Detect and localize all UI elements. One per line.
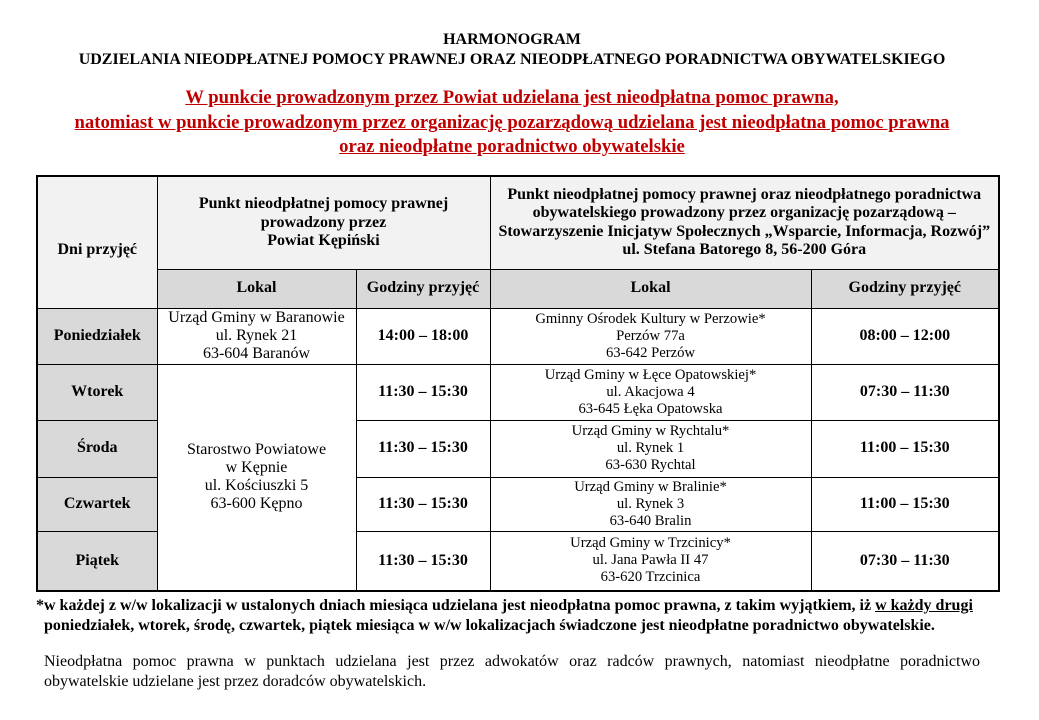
ngo-location-line: Perzów 77a (616, 327, 685, 344)
powiat-hours-tuesday: 11:30 – 15:30 (356, 364, 490, 420)
ngo-location-line: Gminny Ośrodek Kultury w Perzowie* (535, 310, 766, 327)
ngo-location-line: ul. Rynek 3 (616, 495, 685, 512)
ngo-location-line: ul. Akacjowa 4 (606, 383, 695, 400)
powiat-location-line: 63-600 Kępno (210, 495, 303, 513)
powiat-header-line: Powiat Kępiński (267, 231, 380, 249)
powiat-header-line: prowadzony przez (260, 213, 387, 231)
notice-line: natomiast w punkcie prowadzonym przez organizację pozarządową udzielana jest nieodpłatna pomoc prawna (74, 111, 950, 133)
ngo-location-monday (490, 308, 811, 364)
ngo-location-line: ul. Rynek 1 (616, 440, 685, 456)
notice (36, 86, 988, 160)
day-cell-thursday: Czwartek (37, 477, 157, 531)
ngo-location-line: ul. Jana Pawła II 47 (592, 552, 709, 569)
document-title (36, 30, 988, 70)
ngo-header-line: ul. Stefana Batorego 8, 56-200 Góra (622, 241, 867, 259)
ngo-hours-wednesday: 11:00 – 15:30 (811, 420, 999, 477)
powiat-location-line: w Kępnie (225, 459, 288, 477)
ngo-hours-friday: 07:30 – 11:30 (811, 531, 999, 591)
ngo-hours-monday: 08:00 – 12:00 (811, 308, 999, 364)
powiat-point-header (157, 176, 490, 269)
ngo-point-header (490, 176, 999, 269)
ngo-location-line: 63-640 Bralin (609, 512, 692, 529)
powiat-location-line: ul. Kościuszki 5 (204, 477, 309, 495)
asterisk-footnote-continuation: poniedziałek, wtorek, środę, czwartek, piątek miesiąca w w/w lokalizacjach świadczone jest nieodpłatne poradnictwo obywatelskie. (44, 617, 935, 634)
asterisk-footnote-text: *w każdej z w/w lokalizacji w ustalonych dniach miesiąca udzielana jest nieodpłatna pomoc prawna, z takim wyjątkiem, iż (36, 597, 876, 614)
day-cell-tuesday: Wtorek (37, 364, 157, 420)
header-row-groups (37, 176, 999, 269)
ngo-location-header: Lokal (490, 269, 811, 308)
day-cell-friday: Piątek (37, 531, 157, 591)
powiat-location-line: 63-604 Baranów (202, 345, 311, 362)
day-cell-monday: Poniedziałek (37, 308, 157, 364)
table-row-monday (37, 308, 999, 364)
powiat-location-line: Starostwo Powiatowe (186, 441, 327, 459)
day-cell-wednesday: Środa (37, 420, 157, 477)
powiat-location-header: Lokal (157, 269, 356, 308)
ngo-location-line: 63-630 Rychtal (605, 457, 696, 473)
title-line-subtitle: UDZIELANIA NIEODPŁATNEJ POMOCY PRAWNEJ ORAZ NIEODPŁATNEGO PORADNICTWA OBYWATELSKIEGO (78, 51, 946, 68)
ngo-location-line: Urząd Gminy w Bralinie* (574, 478, 727, 495)
powiat-hours-friday: 11:30 – 15:30 (356, 531, 490, 591)
notice-line: oraz nieodpłatne poradnictwo obywatelskie (339, 136, 685, 157)
powiat-hours-thursday: 11:30 – 15:30 (356, 477, 490, 531)
ngo-location-line: 63-620 Trzcinica (600, 569, 701, 586)
ngo-header-line: Punkt nieodpłatnej pomocy prawnej oraz nieodpłatnego poradnictwa (507, 185, 982, 203)
ngo-hours-tuesday: 07:30 – 11:30 (811, 364, 999, 420)
table-row-tuesday (37, 364, 999, 420)
powiat-hours-monday: 14:00 – 18:00 (356, 308, 490, 364)
powiat-location-line: Urząd Gminy w Baranowie (168, 309, 345, 326)
ngo-location-line: Urząd Gminy w Trzcinicy* (570, 535, 731, 552)
ngo-hours-header: Godziny przyjęć (811, 269, 999, 308)
title-line-main: HARMONOGRAM (443, 31, 581, 48)
powiat-header-line: Punkt nieodpłatnej pomocy prawnej (198, 195, 449, 213)
asterisk-footnote (36, 596, 1026, 636)
powiat-location-line: ul. Rynek 21 (215, 327, 298, 344)
ngo-location-line: 63-642 Perzów (605, 344, 696, 361)
underlined-phrase: w każdy drugi (875, 597, 973, 614)
ngo-location-wednesday (490, 420, 811, 477)
legal-note-line: Nieodpłatna pomoc prawna w punktach udzielana jest przez adwokatów oraz radców prawnych, natomiast nieodpłatne poradnictwo (44, 653, 980, 670)
header-row-columns (37, 269, 999, 308)
asterisk-footnote-line (36, 596, 1026, 616)
ngo-location-line: 63-645 Łęka Opatowska (578, 400, 723, 417)
legal-note (44, 652, 980, 691)
notice-line: W punkcie prowadzonym przez Powiat udzielana jest nieodpłatna pomoc prawna, (185, 87, 839, 108)
powiat-location-tuesday-to-friday (157, 364, 356, 591)
ngo-location-thursday (490, 477, 811, 531)
ngo-location-friday (490, 531, 811, 591)
ngo-header-line: obywatelskiego prowadzony przez organizację pozarządową – (532, 204, 956, 222)
powiat-hours-header: Godziny przyjęć (356, 269, 490, 308)
ngo-location-line: Urząd Gminy w Łęce Opatowskiej* (544, 366, 757, 383)
schedule-table (36, 175, 1000, 592)
legal-note-line: obywatelskie udzielane jest przez doradców obywatelskich. (44, 672, 427, 690)
ngo-location-line: Urząd Gminy w Rychtalu* (571, 423, 730, 439)
powiat-location-monday (157, 308, 356, 364)
ngo-location-tuesday (490, 364, 811, 420)
ngo-header-line: Stowarzyszenie Inicjatyw Społecznych „Wsparcie, Informacja, Rozwój” (498, 222, 991, 240)
powiat-hours-wednesday: 11:30 – 15:30 (356, 420, 490, 477)
days-column-header: Dni przyjęć (37, 176, 157, 308)
ngo-hours-thursday: 11:00 – 15:30 (811, 477, 999, 531)
